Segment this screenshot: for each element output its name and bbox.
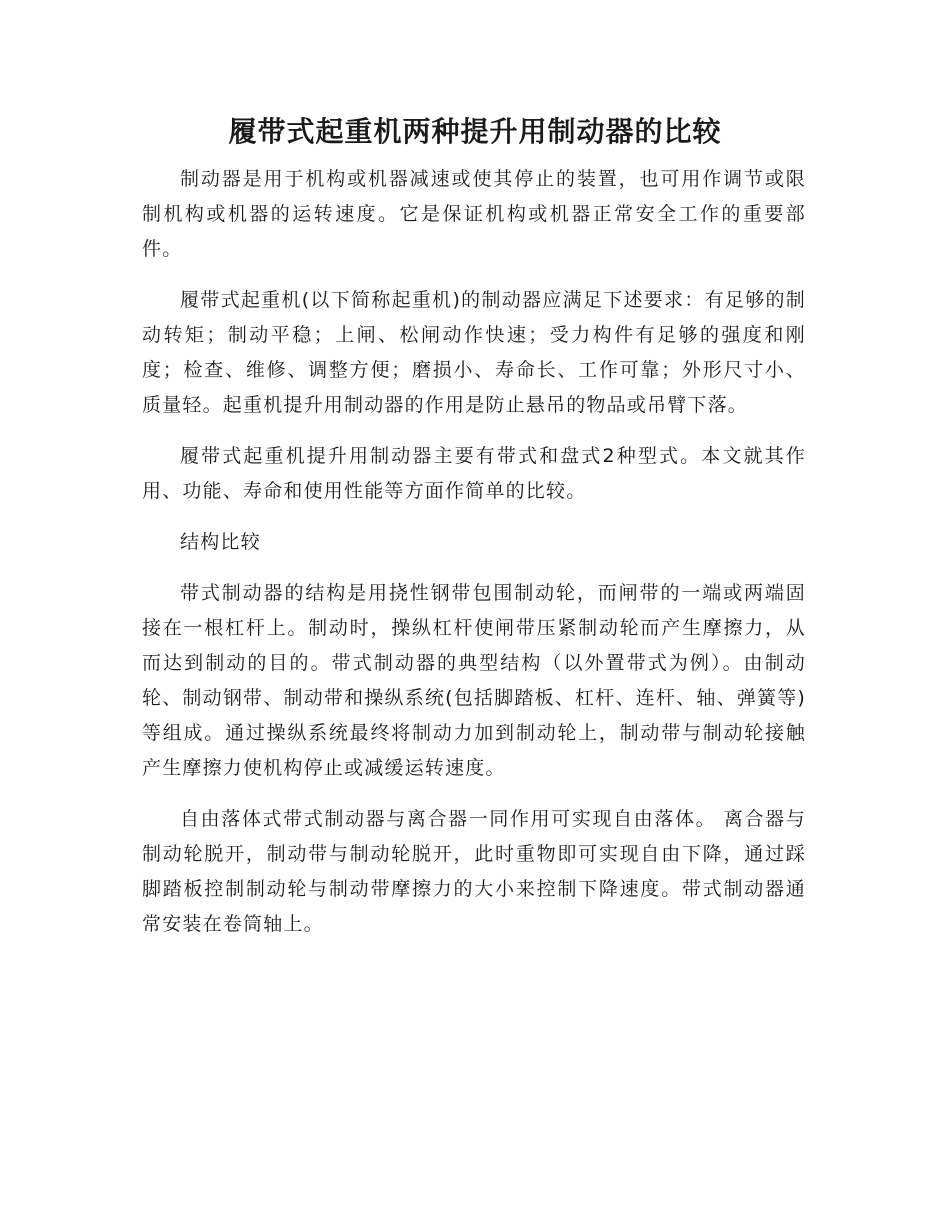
document-body — [142, 162, 806, 958]
paragraph-intro: 制动器是用于机构或机器减速或使其停止的装置，也可用作调节或限制机构或机器的运转速度。它是保证机构或机器正常安全工作的重要部件。 — [142, 168, 806, 260]
paragraph-band-brake-structure: 带式制动器的结构是用挠性钢带包围制动轮，而闸带的一端或两端固接在一根杠杆上。制动时，操纵杠杆使闸带压紧制动轮而产生摩擦力，从而达到制动的目的。带式制动器的典型结构（以外置带式为例）。由制动轮、制动钢带、制动带和操纵系统(包括脚踏板、杠杆、连杆、轴、弹簧等)等组成。通过操纵系统最终将制动力加到制动轮上，制动带与制动轮接触产生摩擦力使机构停止或减缓运转速度。 — [142, 582, 806, 779]
section-heading-structure: 结构比较 — [180, 531, 261, 553]
document-title: 履带式起重机两种提升用制动器的比较 — [228, 115, 722, 148]
paragraph-types: 履带式起重机提升用制动器主要有带式和盘式2种型式。本文就其作用、功能、寿命和使用性能等方面作简单的比较。 — [142, 445, 806, 502]
paragraph-free-fall: 自由落体式带式制动器与离合器一同作用可实现自由落体。 离合器与制动轮脱开，制动带与制动轮脱开，此时重物即可实现自由下降，通过踩脚踏板控制制动轮与制动带摩擦力的大小来控制下降速度。带式制动器通常安装在卷筒轴上。 — [142, 808, 806, 935]
paragraph-requirements: 履带式起重机(以下简称起重机)的制动器应满足下述要求：有足够的制动转矩；制动平稳；上闸、松闸动作快速；受力构件有足够的强度和刚度；检查、维修、调整方便；磨损小、寿命长、工作可靠；外形尺寸小、质量轻。起重机提升用制动器的作用是防止悬吊的物品或吊臂下落。 — [142, 289, 806, 416]
